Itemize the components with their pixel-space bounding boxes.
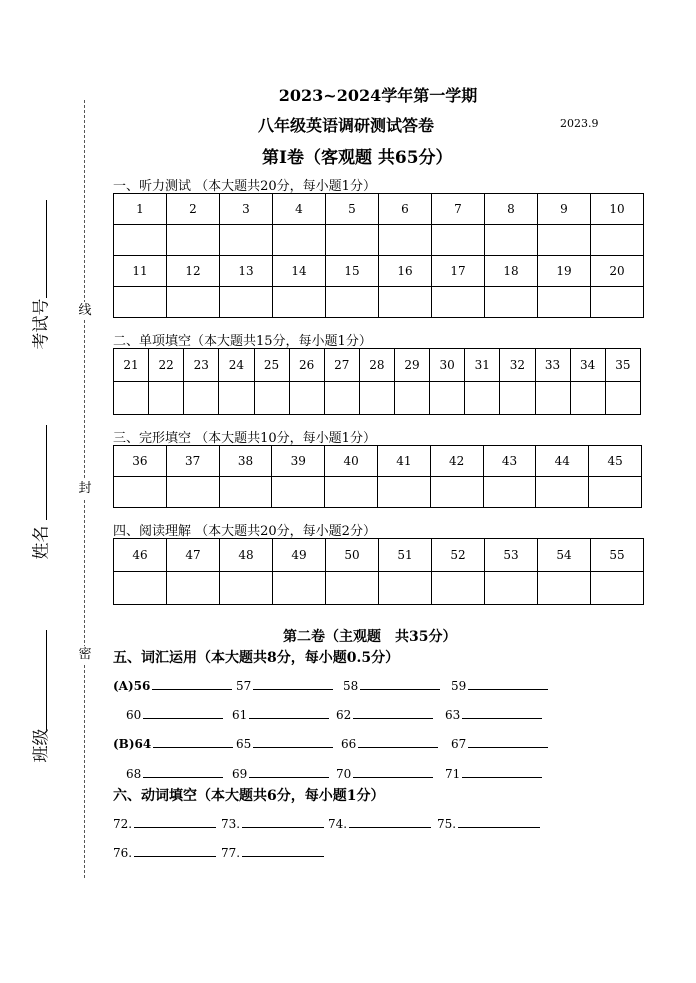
question-number-cell: 31 [465, 349, 500, 382]
question-number-cell: 17 [432, 256, 485, 287]
blank-item [328, 815, 431, 831]
answer-cell[interactable] [167, 225, 220, 256]
blank-number: 74. [328, 817, 348, 831]
answer-row [114, 477, 642, 508]
blank-item [341, 735, 438, 751]
answer-blank-line[interactable] [249, 765, 329, 778]
answer-cell[interactable] [379, 572, 432, 605]
section4-heading: 四、阅读理解 （本大题共20分，每小题2分） [113, 524, 376, 539]
answer-cell[interactable] [220, 225, 273, 256]
question-number-cell: 20 [591, 256, 644, 287]
question-number-cell: 45 [589, 446, 642, 477]
question-number-cell: 51 [379, 539, 432, 572]
answer-cell[interactable] [219, 382, 254, 415]
answer-cell[interactable] [395, 382, 430, 415]
question-number-cell: 8 [485, 194, 538, 225]
answer-cell[interactable] [166, 477, 219, 508]
answer-cell[interactable] [538, 225, 591, 256]
question-number-cell: 9 [538, 194, 591, 225]
blank-item [113, 735, 233, 751]
answer-blank-line[interactable] [360, 677, 440, 690]
question-number-cell: 41 [377, 446, 430, 477]
answer-cell[interactable] [167, 287, 220, 318]
question-number-cell: 28 [359, 349, 394, 382]
blank-number: 61 [232, 708, 248, 722]
blank-number: 70 [336, 767, 352, 781]
answer-cell[interactable] [149, 382, 184, 415]
section3-heading: 三、完形填空 （本大题共10分，每小题1分） [113, 431, 376, 446]
class-line [46, 630, 47, 730]
section1-heading: 一、听力测试 （本大题共20分，每小题1分） [113, 179, 376, 194]
question-number-cell: 52 [432, 539, 485, 572]
answer-cell[interactable] [220, 572, 273, 605]
part2-title: 第二卷（主观题 共35分） [283, 629, 457, 645]
answer-cell[interactable] [591, 572, 644, 605]
answer-row [114, 382, 641, 415]
answer-cell[interactable] [326, 572, 379, 605]
blank-number: 62 [336, 708, 352, 722]
blank-number: 69 [232, 767, 248, 781]
question-number-row [114, 349, 641, 382]
blank-item [113, 815, 216, 831]
question-number-cell: 22 [149, 349, 184, 382]
question-number-cell: 26 [289, 349, 324, 382]
answer-cell[interactable] [432, 572, 485, 605]
answer-cell[interactable] [114, 382, 149, 415]
question-number-cell: 29 [395, 349, 430, 382]
answer-cell[interactable] [589, 477, 642, 508]
answer-cell[interactable] [500, 382, 535, 415]
question-number-row [114, 256, 644, 287]
question-number-cell: 38 [219, 446, 272, 477]
answer-cell[interactable] [485, 225, 538, 256]
answer-blank-line[interactable] [253, 735, 333, 748]
question-number-cell: 46 [114, 539, 167, 572]
blank-item [221, 815, 324, 831]
blank-item [451, 735, 548, 751]
answer-cell[interactable] [591, 287, 644, 318]
answer-cell[interactable] [538, 572, 591, 605]
answer-cell[interactable] [483, 477, 536, 508]
question-number-cell: 40 [325, 446, 378, 477]
answer-row [114, 572, 644, 605]
blank-number: 68 [126, 767, 142, 781]
name-line [46, 425, 47, 520]
class-label: 班级 [31, 728, 52, 763]
answer-blank-line[interactable] [468, 677, 548, 690]
answer-blank-line[interactable] [353, 765, 433, 778]
binding-char-feng: 封 [75, 480, 95, 498]
question-number-cell: 30 [430, 349, 465, 382]
question-number-cell: 33 [535, 349, 570, 382]
title-line2: 八年级英语调研测试答卷 [258, 116, 435, 135]
answer-cell[interactable] [535, 382, 570, 415]
answer-cell[interactable] [432, 287, 485, 318]
answer-blank-line[interactable] [143, 706, 223, 719]
answer-cell[interactable] [326, 225, 379, 256]
answer-cell[interactable] [273, 572, 326, 605]
blank-item [343, 677, 440, 693]
answer-cell[interactable] [538, 287, 591, 318]
blank-number: 76. [113, 846, 133, 860]
answer-cell[interactable] [430, 382, 465, 415]
answer-cell[interactable] [184, 382, 219, 415]
answer-cell[interactable] [536, 477, 589, 508]
answer-cell[interactable] [289, 382, 324, 415]
question-number-cell: 2 [167, 194, 220, 225]
blank-number: 71 [445, 767, 461, 781]
blank-number: 77. [221, 846, 241, 860]
answer-cell[interactable] [432, 225, 485, 256]
blank-number: 75. [437, 817, 457, 831]
answer-cell[interactable] [273, 287, 326, 318]
answer-cell[interactable] [114, 287, 167, 318]
answer-cell[interactable] [325, 477, 378, 508]
question-number-row [114, 539, 644, 572]
blank-number: 67 [451, 737, 467, 751]
blank-item [445, 706, 542, 722]
question-number-cell: 27 [324, 349, 359, 382]
answer-blank-line[interactable] [152, 677, 232, 690]
question-number-row [114, 194, 644, 225]
question-number-cell: 18 [485, 256, 538, 287]
answer-cell[interactable] [219, 477, 272, 508]
answer-blank-line[interactable] [468, 735, 548, 748]
question-number-cell: 42 [430, 446, 483, 477]
question-number-cell: 12 [167, 256, 220, 287]
answer-cell[interactable] [379, 225, 432, 256]
question-number-cell: 50 [326, 539, 379, 572]
cloze-answer-table [113, 445, 642, 508]
blank-item [445, 765, 542, 781]
answer-cell[interactable] [254, 382, 289, 415]
answer-blank-line[interactable] [134, 815, 216, 828]
question-number-cell: 39 [272, 446, 325, 477]
answer-blank-line[interactable] [249, 706, 329, 719]
answer-row [114, 225, 644, 256]
question-number-cell: 16 [379, 256, 432, 287]
question-number-cell: 7 [432, 194, 485, 225]
answer-cell[interactable] [167, 572, 220, 605]
question-number-cell: 37 [166, 446, 219, 477]
blank-item [336, 706, 433, 722]
question-number-cell: 10 [591, 194, 644, 225]
answer-blank-line[interactable] [242, 844, 324, 857]
answer-blank-line[interactable] [242, 815, 324, 828]
blank-item [113, 677, 232, 693]
title-line3: 第Ⅰ卷（客观题 共65分） [262, 148, 453, 168]
question-number-cell: 47 [167, 539, 220, 572]
binding-char-mi: 密 [75, 646, 95, 664]
question-number-cell: 3 [220, 194, 273, 225]
question-number-cell: 55 [591, 539, 644, 572]
answer-cell[interactable] [359, 382, 394, 415]
blank-item [126, 706, 223, 722]
reading-answer-table [113, 538, 644, 605]
question-number-cell: 36 [114, 446, 167, 477]
answer-blank-line[interactable] [462, 765, 542, 778]
section6-heading: 六、动词填空（本大题共6分，每小题1分） [113, 788, 385, 804]
answer-blank-line[interactable] [153, 735, 233, 748]
answer-cell[interactable] [220, 287, 273, 318]
answer-cell[interactable] [114, 572, 167, 605]
question-number-cell: 53 [485, 539, 538, 572]
exam-number-label: 考试号 [31, 298, 52, 350]
blank-item [221, 844, 324, 860]
answer-cell[interactable] [591, 225, 644, 256]
blank-item [232, 706, 329, 722]
answer-blank-line[interactable] [462, 706, 542, 719]
answer-cell[interactable] [605, 382, 640, 415]
answer-cell[interactable] [114, 225, 167, 256]
blank-item [451, 677, 548, 693]
answer-cell[interactable] [273, 225, 326, 256]
blank-number: 65 [236, 737, 252, 751]
answer-blank-line[interactable] [143, 765, 223, 778]
answer-cell[interactable] [465, 382, 500, 415]
exam-number-line [46, 200, 47, 298]
blank-item [232, 765, 329, 781]
blank-number: 57 [236, 679, 252, 693]
blank-number: 73. [221, 817, 241, 831]
question-number-cell: 34 [570, 349, 605, 382]
blank-number: 60 [126, 708, 142, 722]
question-number-cell: 15 [326, 256, 379, 287]
answer-row [114, 287, 644, 318]
answer-cell[interactable] [272, 477, 325, 508]
question-number-cell: 14 [273, 256, 326, 287]
blank-number: 58 [343, 679, 359, 693]
question-number-cell: 5 [326, 194, 379, 225]
question-number-cell: 4 [273, 194, 326, 225]
question-number-cell: 24 [219, 349, 254, 382]
title-line1: 2023~2024学年第一学期 [278, 86, 478, 105]
date-label: 2023.9 [560, 117, 599, 130]
blank-number: (A)56 [113, 679, 151, 693]
blank-number: 63 [445, 708, 461, 722]
answer-cell[interactable] [377, 477, 430, 508]
blank-number: 66 [341, 737, 357, 751]
section5-heading: 五、词汇运用（本大题共8分，每小题0.5分） [113, 650, 400, 666]
question-number-cell: 21 [114, 349, 149, 382]
question-number-cell: 49 [273, 539, 326, 572]
answer-cell[interactable] [379, 287, 432, 318]
question-number-cell: 48 [220, 539, 273, 572]
blank-item [336, 765, 433, 781]
listening-answer-table [113, 193, 644, 318]
answer-cell[interactable] [485, 572, 538, 605]
answer-blank-line[interactable] [358, 735, 438, 748]
answer-blank-line[interactable] [458, 815, 540, 828]
question-number-cell: 35 [605, 349, 640, 382]
question-number-cell: 32 [500, 349, 535, 382]
answer-blank-line[interactable] [349, 815, 431, 828]
single-choice-answer-table [113, 348, 641, 415]
section2-heading: 二、单项填空（本大题共15分，每小题1分） [113, 334, 372, 349]
question-number-cell: 11 [114, 256, 167, 287]
blank-number: (B)64 [113, 737, 152, 751]
answer-cell[interactable] [326, 287, 379, 318]
name-label: 姓名 [31, 525, 52, 560]
answer-cell[interactable] [114, 477, 167, 508]
blank-item [236, 677, 333, 693]
answer-cell[interactable] [570, 382, 605, 415]
blank-item [437, 815, 540, 831]
answer-blank-line[interactable] [253, 677, 333, 690]
blank-item [126, 765, 223, 781]
answer-blank-line[interactable] [353, 706, 433, 719]
question-number-cell: 19 [538, 256, 591, 287]
question-number-cell: 23 [184, 349, 219, 382]
answer-blank-line[interactable] [134, 844, 216, 857]
answer-cell[interactable] [485, 287, 538, 318]
blank-number: 59 [451, 679, 467, 693]
question-number-cell: 43 [483, 446, 536, 477]
blank-item [236, 735, 333, 751]
question-number-cell: 54 [538, 539, 591, 572]
question-number-row [114, 446, 642, 477]
answer-cell[interactable] [430, 477, 483, 508]
question-number-cell: 1 [114, 194, 167, 225]
question-number-cell: 44 [536, 446, 589, 477]
answer-cell[interactable] [324, 382, 359, 415]
question-number-cell: 25 [254, 349, 289, 382]
blank-number: 72. [113, 817, 133, 831]
blank-item [113, 844, 216, 860]
question-number-cell: 13 [220, 256, 273, 287]
binding-char-xian: 线 [75, 302, 95, 320]
question-number-cell: 6 [379, 194, 432, 225]
